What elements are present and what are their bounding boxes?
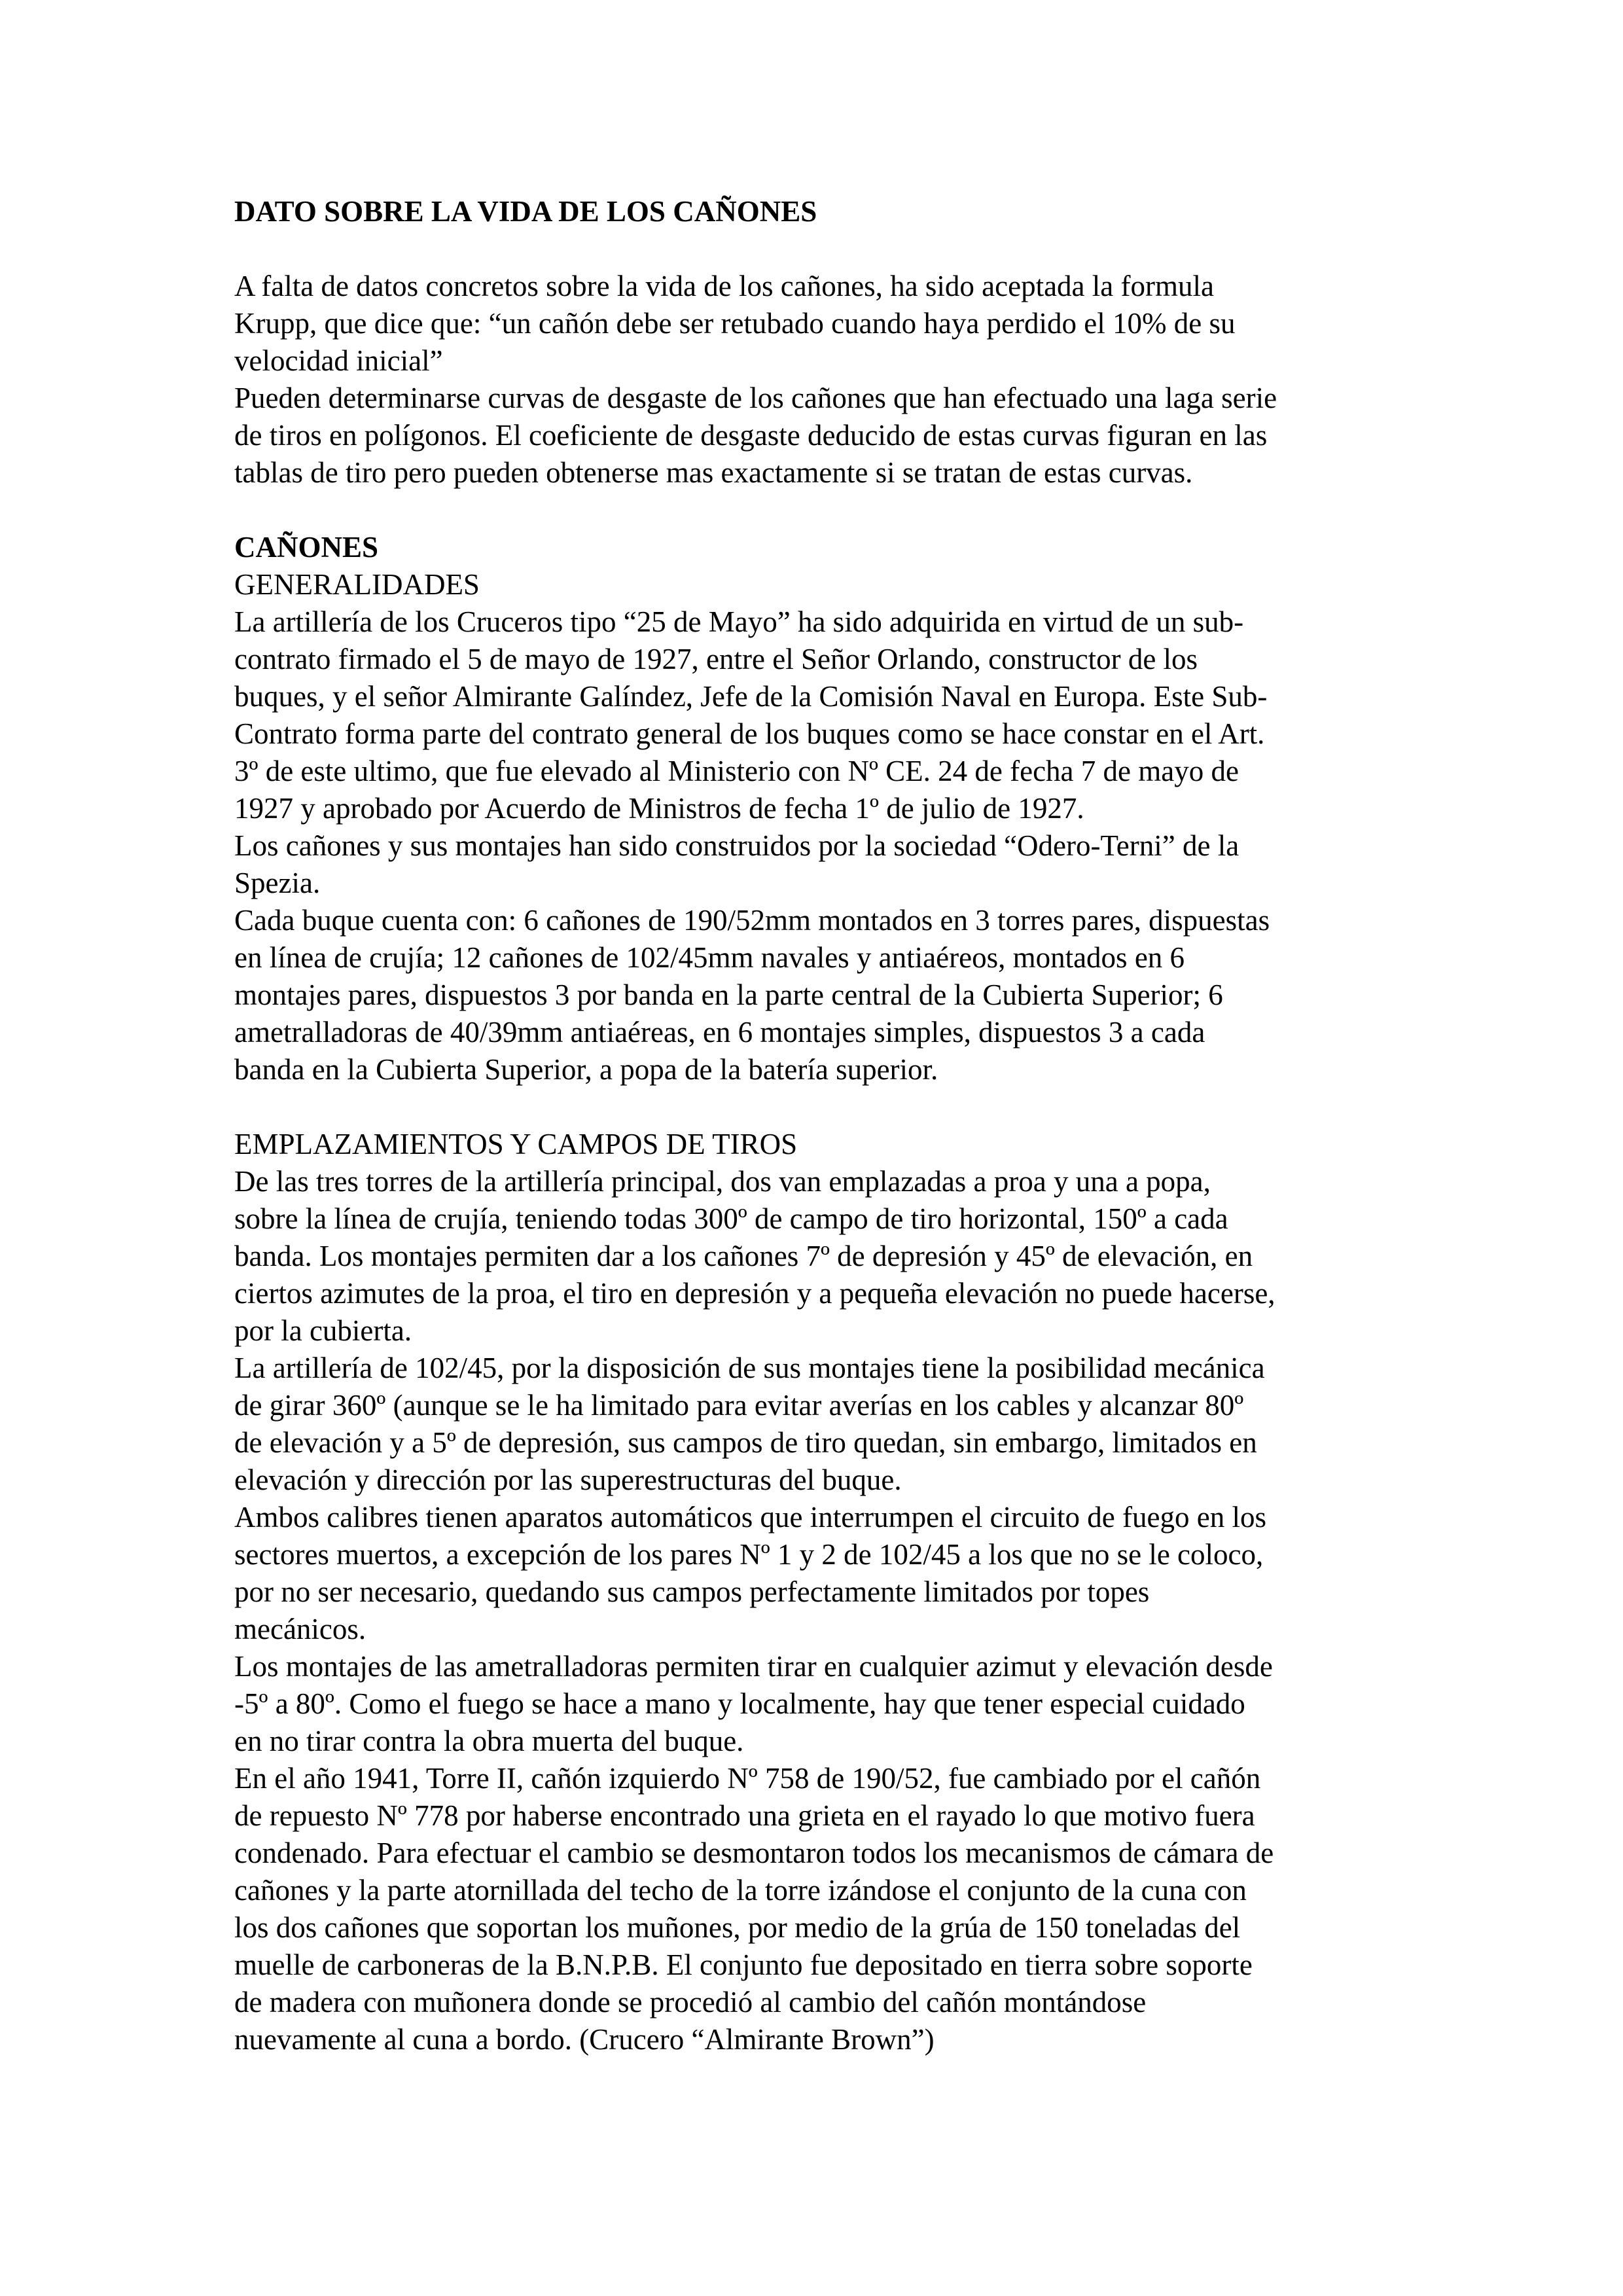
text-line: La artillería de los Cruceros tipo “25 de Mayo” ha sido adquirida en virtud de un sub- bbox=[234, 605, 1244, 638]
text-line: los dos cañones que soportan los muñones, por medio de la grúa de 150 toneladas del bbox=[234, 1911, 1241, 1944]
section-subheading: GENERALIDADES bbox=[234, 568, 480, 601]
text-line: En el año 1941, Torre II, cañón izquierdo Nº 758 de 190/52, fue cambiado por el cañón bbox=[234, 1762, 1261, 1795]
text-line: Los montajes de las ametralladoras permiten tirar en cualquier azimut y elevación desde bbox=[234, 1650, 1273, 1683]
section-heading: EMPLAZAMIENTOS Y CAMPOS DE TIROS bbox=[234, 1128, 798, 1160]
text-line: buques, y el señor Almirante Galíndez, Jefe de la Comisión Naval en Europa. Este Sub- bbox=[234, 680, 1268, 713]
text-line: Krupp, que dice que: “un cañón debe ser retubado cuando haya perdido el 10% de su bbox=[234, 307, 1236, 340]
text-line: De las tres torres de la artillería principal, dos van emplazadas a proa y una a popa, bbox=[234, 1165, 1211, 1198]
text-line: sectores muertos, a excepción de los pares Nº 1 y 2 de 102/45 a los que no se le coloco, bbox=[234, 1538, 1264, 1571]
text-line: nuevamente al cuna a bordo. (Crucero “Almirante Brown”) bbox=[234, 2023, 935, 2056]
text-line: Pueden determinarse curvas de desgaste de los cañones que han efectuado una laga serie bbox=[234, 382, 1277, 414]
text-line: Spezia. bbox=[234, 867, 321, 899]
paragraph-gap bbox=[234, 492, 1419, 529]
text-line: banda. Los montajes permiten dar a los cañones 7º de depresión y 45º de elevación, en bbox=[234, 1240, 1253, 1272]
paragraph-gap bbox=[234, 1088, 1419, 1126]
text-line: Contrato forma parte del contrato general de los buques como se hace constar en el Art. bbox=[234, 717, 1265, 750]
text-line: banda en la Cubierta Superior, a popa de la batería superior. bbox=[234, 1053, 938, 1086]
text-line: por la cubierta. bbox=[234, 1314, 412, 1347]
text-line: en no tirar contra la obra muerta del buque. bbox=[234, 1725, 744, 1757]
text-line: ametralladoras de 40/39mm antiaéreas, en 6 montajes simples, dispuestos 3 a cada bbox=[234, 1016, 1205, 1049]
text-line: por no ser necesario, quedando sus campos perfectamente limitados por topes bbox=[234, 1575, 1150, 1608]
text-line: mecánicos. bbox=[234, 1613, 366, 1645]
text-line: -5º a 80º. Como el fuego se hace a mano y localmente, hay que tener especial cuidado bbox=[234, 1687, 1245, 1720]
text-line: 3º de este ultimo, que fue elevado al Ministerio con Nº CE. 24 de fecha 7 de mayo de bbox=[234, 755, 1239, 787]
canones-section bbox=[234, 529, 1419, 1088]
intro-section bbox=[234, 268, 1419, 492]
paragraph-gap bbox=[234, 230, 1419, 268]
text-line: de madera con muñonera donde se procedió al cambio del cañón montándose bbox=[234, 1986, 1147, 2018]
document-title: DATO SOBRE LA VIDA DE LOS CAÑONES bbox=[234, 195, 817, 228]
text-line: muelle de carboneras de la B.N.P.B. El conjunto fue depositado en tierra sobre soporte bbox=[234, 1948, 1253, 1981]
text-line: de girar 360º (aunque se le ha limitado para evitar averías en los cables y alcanzar 80º bbox=[234, 1389, 1244, 1422]
section-heading: CAÑONES bbox=[234, 531, 379, 564]
text-line: ciertos azimutes de la proa, el tiro en depresión y a pequeña elevación no puede hacerse, bbox=[234, 1277, 1275, 1310]
text-line: condenado. Para efectuar el cambio se desmontaron todos los mecanismos de cámara de bbox=[234, 1837, 1274, 1869]
text-line: en línea de crujía; 12 cañones de 102/45mm navales y antiaéreos, montados en 6 bbox=[234, 941, 1185, 974]
text-line: tablas de tiro pero pueden obtenerse mas exactamente si se tratan de estas curvas. bbox=[234, 456, 1193, 489]
text-line: 1927 y aprobado por Acuerdo de Ministros de fecha 1º de julio de 1927. bbox=[234, 792, 1084, 825]
text-line: de elevación y a 5º de depresión, sus campos de tiro quedan, sin embargo, limitados en bbox=[234, 1426, 1257, 1459]
text-line: montajes pares, dispuestos 3 por banda en la parte central de la Cubierta Superior; 6 bbox=[234, 978, 1223, 1011]
text-line: velocidad inicial” bbox=[234, 344, 443, 377]
text-line: sobre la línea de crujía, teniendo todas 300º de campo de tiro horizontal, 150º a cada bbox=[234, 1202, 1228, 1235]
text-line: elevación y dirección por las superestructuras del buque. bbox=[234, 1463, 902, 1496]
emplazamientos-section bbox=[234, 1126, 1419, 2058]
text-line: cañones y la parte atornillada del techo de la torre izándose el conjunto de la cuna con bbox=[234, 1874, 1247, 1907]
text-line: Los cañones y sus montajes han sido construidos por la sociedad “Odero-Terni” de la bbox=[234, 829, 1240, 862]
document-body bbox=[234, 193, 1419, 2058]
text-line: La artillería de 102/45, por la disposición de sus montajes tiene la posibilidad mecánica bbox=[234, 1352, 1265, 1384]
text-line: Cada buque cuenta con: 6 cañones de 190/52mm montados en 3 torres pares, dispuestas bbox=[234, 904, 1270, 937]
text-line: de repuesto Nº 778 por haberse encontrado una grieta en el rayado lo que motivo fuera bbox=[234, 1799, 1255, 1832]
text-line: contrato firmado el 5 de mayo de 1927, entre el Señor Orlando, constructor de los bbox=[234, 643, 1198, 675]
text-line: de tiros en polígonos. El coeficiente de desgaste deducido de estas curvas figuran en las bbox=[234, 419, 1268, 452]
text-line: A falta de datos concretos sobre la vida de los cañones, ha sido aceptada la formula bbox=[234, 270, 1214, 302]
text-line: Ambos calibres tienen aparatos automáticos que interrumpen el circuito de fuego en los bbox=[234, 1501, 1266, 1534]
